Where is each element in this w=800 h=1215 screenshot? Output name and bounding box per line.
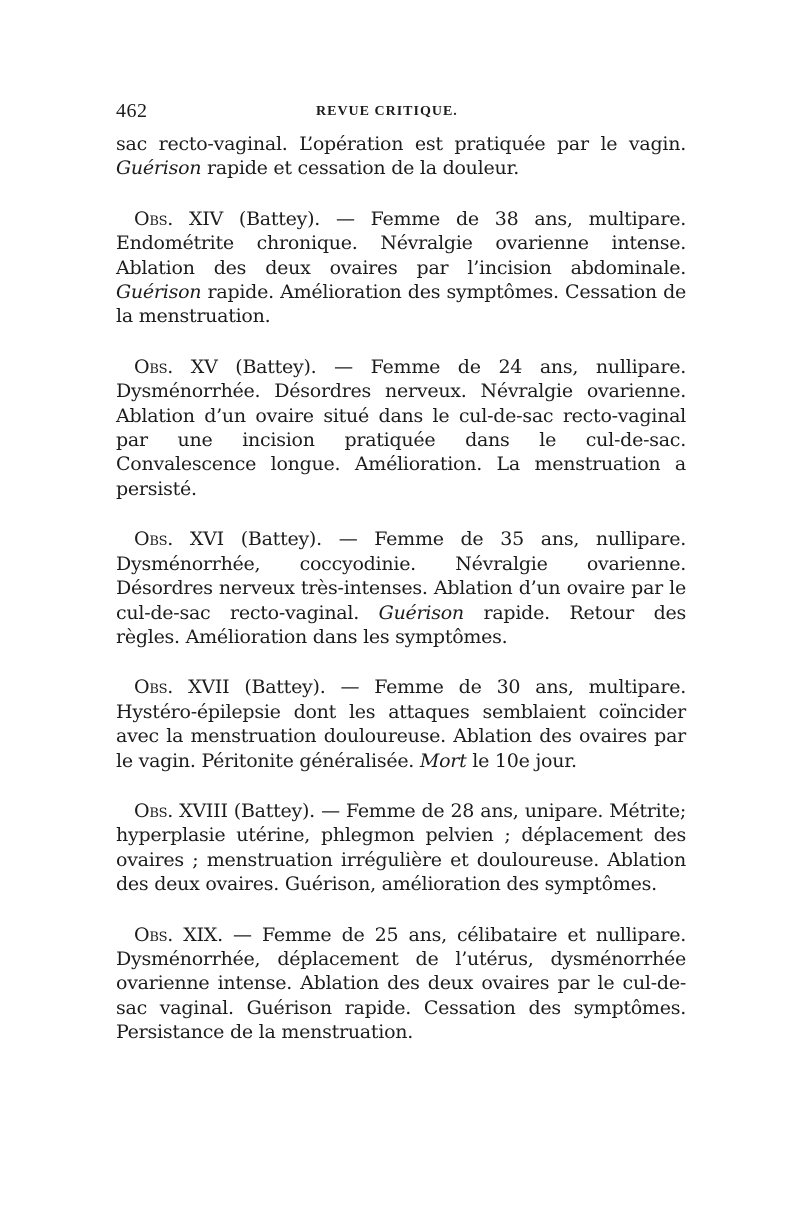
text-run: — Femme de 25 ans, célibataire et nullipare. Dysménorrhée, déplacement de l’utérus, dysménorrhée ovarienne intense. Ablation des deux ovaires par le cul-de-sac vaginal. Guérison rapide. Cessation des symptômes. Persistance de la menstruation. xyxy=(116,923,686,1044)
italic-run: Mort xyxy=(419,749,467,772)
observation-xvi xyxy=(116,527,686,649)
observation-xix xyxy=(116,923,686,1045)
paragraph-gap xyxy=(116,773,686,799)
observation-label: Obs. XVIII xyxy=(134,799,228,822)
observation-label: Obs. XIV xyxy=(134,207,223,230)
text-run: (Battey). — Femme de 28 ans, unipare. Métrite; hyperplasie utérine, phlegmon pelvien ; déplacement des ovaires ; menstruation irrégulière et douloureuse. Ablation des deux ovaires. Guérison, amélioration des symptômes. xyxy=(116,799,686,896)
text-run: (Battey). — Femme de 24 ans, nullipare. Dysménorrhée. Désordres nerveux. Névralgie ovarienne. Ablation d’un ovaire situé dans le cul-de-sac recto-vaginal par une incision pratiquée dans le cul-de-sac. Convalescence longue. Amélioration. La menstruation a persisté. xyxy=(116,355,686,500)
italic-run: Guérison xyxy=(116,281,202,304)
text-run: (Battey). — Femme de 38 ans, multipare. Endométrite chronique. Névralgie ovarienne intense. Ablation des deux ovaires par l’incision abdominale. xyxy=(116,207,687,279)
text-run: le 10e jour. xyxy=(466,749,577,772)
page-number: 462 xyxy=(116,100,148,122)
paragraph-gap xyxy=(116,181,686,207)
text-run: (Battey). — Femme de 35 ans, nullipare. Dysménorrhée, coccyodinie. Névralgie ovarienne. Désordres nerveux très-intenses. Ablation d’un ovaire par le cul-de-sac recto-vaginal. xyxy=(116,528,686,624)
text-run: rapide et cessation de la douleur. xyxy=(201,157,520,180)
text-run: sac recto-vaginal. L’opération est pratiquée par le vagin. xyxy=(116,133,686,155)
text-run: (Battey). — Femme de 30 ans, multipare. Hystéro-épilepsie dont les attaques semblaient coïncider avec la menstruation douloureuse. Ablation des ovaires par le vagin. Péritonite généralisée. xyxy=(116,676,687,772)
body-text xyxy=(116,132,686,1045)
observation-xviii xyxy=(116,799,686,897)
italic-run: Guérison xyxy=(116,157,202,180)
running-title: REVUE CRITIQUE. xyxy=(316,104,458,119)
paragraph-gap xyxy=(116,897,686,923)
observation-xv xyxy=(116,355,686,501)
paragraph-gap xyxy=(116,649,686,675)
text-run: rapide. Amélioration des symptômes. Cessation de la menstruation. xyxy=(116,281,686,328)
observation-xiv xyxy=(116,207,686,329)
text-run: rapide. Retour des règles. Amélioration dans les symptômes. xyxy=(116,601,686,648)
paragraph-gap xyxy=(116,329,686,355)
page-header xyxy=(116,100,686,124)
observation-label: Obs. XVI xyxy=(134,528,224,551)
italic-run: Guérison xyxy=(378,601,464,624)
observation-label: Obs. XV xyxy=(134,355,218,378)
observation-label: Obs. XIX. xyxy=(134,923,223,946)
observation-label: Obs. XVII xyxy=(134,676,230,699)
paragraph-gap xyxy=(116,501,686,527)
continued-paragraph xyxy=(116,132,686,181)
observation-xvii xyxy=(116,675,686,773)
